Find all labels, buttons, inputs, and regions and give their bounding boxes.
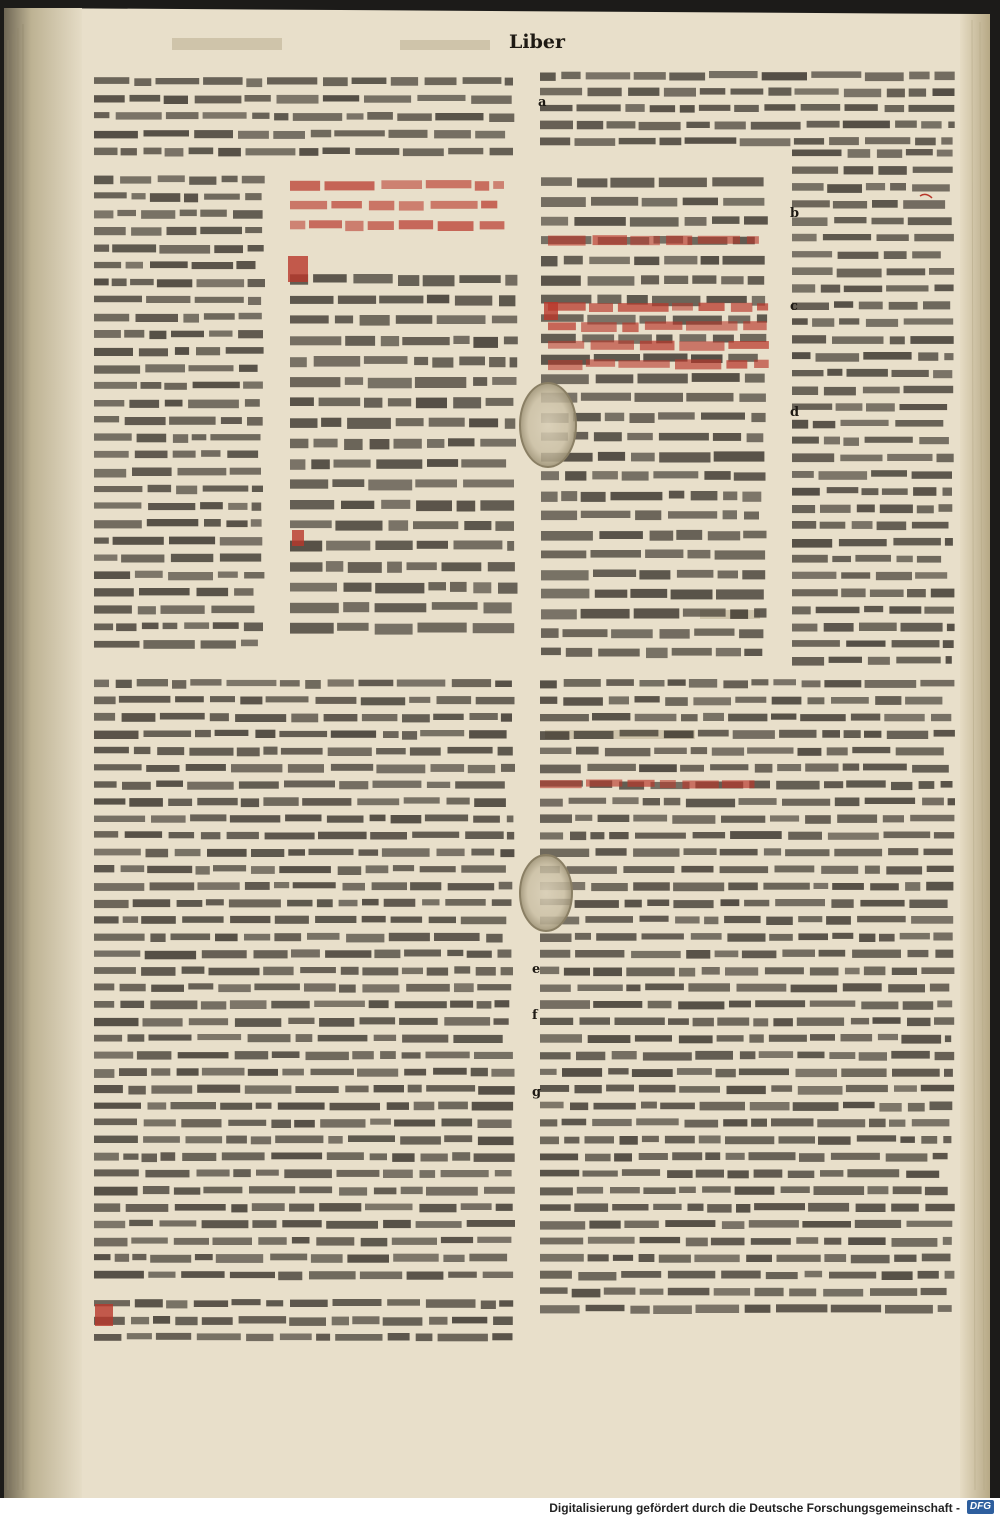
gloss-marker-a: a	[538, 95, 547, 110]
gloss-marker-c: c	[790, 299, 798, 314]
gutter-shadow	[4, 8, 82, 1498]
gloss-marker-d: d	[790, 405, 800, 420]
gloss-marker-f: f	[532, 1008, 538, 1023]
red-initial-v-lower	[95, 1304, 113, 1326]
footer-credit: Digitalisierung gefördert durch die Deutsche Forschungsgemeinschaft -	[549, 1501, 960, 1515]
red-initial-v	[288, 256, 308, 282]
gloss-marker-e: e	[532, 962, 541, 977]
running-head: Liber	[509, 31, 565, 53]
gloss-marker-b: b	[790, 206, 800, 221]
dfg-logo: DFG	[967, 1500, 994, 1514]
red-initial-c-right	[544, 302, 558, 320]
gloss-marker-g: g	[532, 1085, 542, 1100]
paper-stain-lower	[520, 855, 572, 931]
paper-stain-upper	[520, 383, 576, 467]
red-initial-c	[292, 530, 304, 546]
digitization-footer	[0, 1498, 1000, 1518]
